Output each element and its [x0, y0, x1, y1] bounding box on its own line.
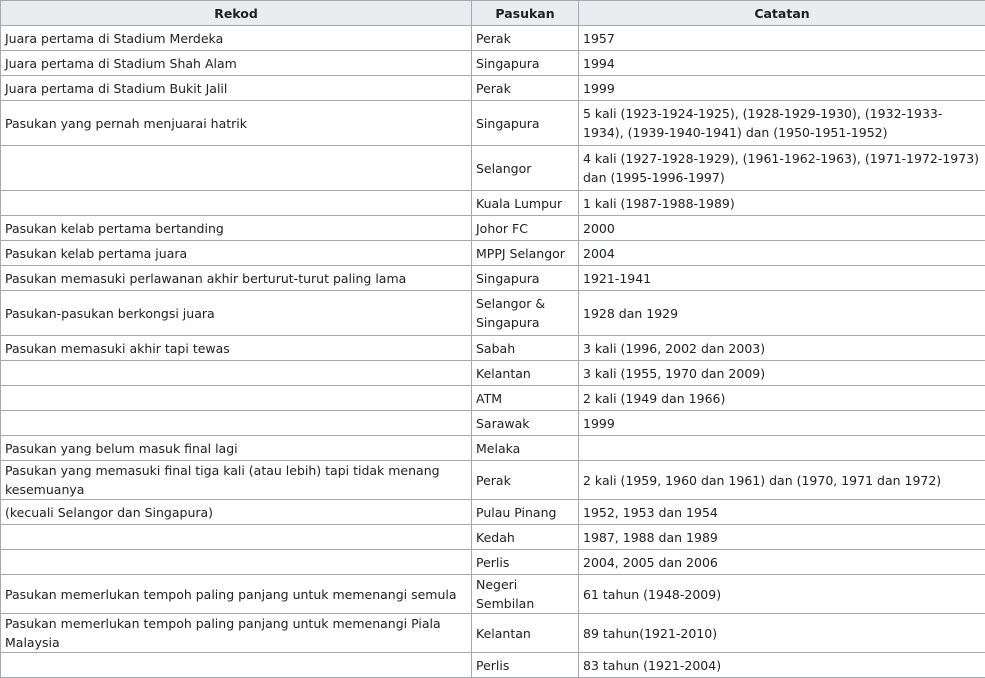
cell-rekod: [1, 525, 472, 550]
cell-pasukan: Kelantan: [472, 361, 579, 386]
cell-catatan: 2004, 2005 dan 2006: [579, 550, 985, 575]
table-row: [1, 614, 985, 653]
cell-catatan: 1 kali (1987-1988-1989): [579, 191, 985, 216]
cell-catatan: 2 kali (1949 dan 1966): [579, 386, 985, 411]
cell-catatan: 61 tahun (1948-2009): [579, 575, 985, 614]
table-row: [1, 216, 985, 241]
cell-pasukan: Perak: [472, 26, 579, 51]
table-row: [1, 266, 985, 291]
table-row: [1, 411, 985, 436]
table-row: [1, 386, 985, 411]
cell-rekod: Juara pertama di Stadium Shah Alam: [1, 51, 472, 76]
table-row: [1, 461, 985, 500]
cell-rekod: Juara pertama di Stadium Bukit Jalil: [1, 76, 472, 101]
cell-rekod: [1, 411, 472, 436]
cell-rekod: [1, 386, 472, 411]
cell-pasukan: Sabah: [472, 336, 579, 361]
cell-rekod: Pasukan kelab pertama bertanding: [1, 216, 472, 241]
table-row: [1, 26, 985, 51]
table-row: [1, 550, 985, 575]
cell-pasukan: Kedah: [472, 525, 579, 550]
cell-pasukan: Perlis: [472, 550, 579, 575]
cell-catatan: 2 kali (1959, 1960 dan 1961) dan (1970, 1971 dan 1972): [579, 461, 985, 500]
cell-catatan: 89 tahun(1921-2010): [579, 614, 985, 653]
cell-rekod: Juara pertama di Stadium Merdeka: [1, 26, 472, 51]
table-row: [1, 653, 985, 678]
cell-pasukan: Kuala Lumpur: [472, 191, 579, 216]
cell-pasukan: Selangor & Singapura: [472, 291, 579, 336]
cell-rekod: [1, 653, 472, 678]
header-pasukan[interactable]: Pasukan: [472, 1, 579, 26]
header-catatan[interactable]: Catatan: [579, 1, 985, 26]
table-row: [1, 146, 985, 191]
cell-pasukan: Selangor: [472, 146, 579, 191]
cell-rekod: [1, 361, 472, 386]
cell-catatan: 2000: [579, 216, 985, 241]
cell-rekod: Pasukan yang pernah menjuarai hatrik: [1, 101, 472, 146]
table-row: [1, 336, 985, 361]
cell-rekod: [1, 146, 472, 191]
cell-pasukan: Negeri Sembilan: [472, 575, 579, 614]
cell-rekod: Pasukan yang memasuki final tiga kali (atau lebih) tapi tidak menang kesemuanya: [1, 461, 472, 500]
table-row: [1, 436, 985, 461]
cell-pasukan: Perak: [472, 461, 579, 500]
table-row: [1, 51, 985, 76]
cell-rekod: Pasukan memasuki akhir tapi tewas: [1, 336, 472, 361]
table-row: [1, 525, 985, 550]
cell-pasukan: Singapura: [472, 266, 579, 291]
cell-catatan: 1999: [579, 76, 985, 101]
cell-catatan: 4 kali (1927-1928-1929), (1961-1962-1963), (1971-1972-1973) dan (1995-1996-1997): [579, 146, 985, 191]
cell-rekod: [1, 550, 472, 575]
cell-pasukan: Pulau Pinang: [472, 500, 579, 525]
cell-pasukan: Singapura: [472, 101, 579, 146]
cell-rekod: Pasukan-pasukan berkongsi juara: [1, 291, 472, 336]
cell-pasukan: Perak: [472, 76, 579, 101]
cell-pasukan: Singapura: [472, 51, 579, 76]
cell-catatan: 1999: [579, 411, 985, 436]
cell-catatan: 1928 dan 1929: [579, 291, 985, 336]
cell-catatan: 5 kali (1923-1924-1925), (1928-1929-1930), (1932-1933-1934), (1939-1940-1941) dan (1950-1951-1952): [579, 101, 985, 146]
cell-catatan: 3 kali (1955, 1970 dan 2009): [579, 361, 985, 386]
cell-catatan: 3 kali (1996, 2002 dan 2003): [579, 336, 985, 361]
cell-catatan: 83 tahun (1921-2004): [579, 653, 985, 678]
cell-pasukan: Perlis: [472, 653, 579, 678]
table-row: [1, 361, 985, 386]
cell-rekod: (kecuali Selangor dan Singapura): [1, 500, 472, 525]
header-row: [1, 1, 985, 26]
cell-pasukan: Kelantan: [472, 614, 579, 653]
cell-rekod: Pasukan memerlukan tempoh paling panjang untuk memenangi semula: [1, 575, 472, 614]
table-row: [1, 76, 985, 101]
table-row: [1, 291, 985, 336]
cell-pasukan: Johor FC: [472, 216, 579, 241]
table-row: [1, 101, 985, 146]
cell-pasukan: ATM: [472, 386, 579, 411]
cell-catatan: 1994: [579, 51, 985, 76]
table-row: [1, 241, 985, 266]
cell-catatan: [579, 436, 985, 461]
cell-rekod: Pasukan memerlukan tempoh paling panjang untuk memenangi Piala Malaysia: [1, 614, 472, 653]
cell-catatan: 2004: [579, 241, 985, 266]
cell-rekod: Pasukan yang belum masuk final lagi: [1, 436, 472, 461]
cell-pasukan: Sarawak: [472, 411, 579, 436]
cell-rekod: Pasukan memasuki perlawanan akhir berturut-turut paling lama: [1, 266, 472, 291]
table-row: [1, 191, 985, 216]
cell-pasukan: Melaka: [472, 436, 579, 461]
table-row: [1, 575, 985, 614]
cell-rekod: Pasukan kelab pertama juara: [1, 241, 472, 266]
cell-pasukan: MPPJ Selangor: [472, 241, 579, 266]
cell-catatan: 1957: [579, 26, 985, 51]
cell-rekod: [1, 191, 472, 216]
cell-catatan: 1952, 1953 dan 1954: [579, 500, 985, 525]
cell-catatan: 1987, 1988 dan 1989: [579, 525, 985, 550]
header-rekod[interactable]: Rekod: [1, 1, 472, 26]
table-row: [1, 500, 985, 525]
cell-catatan: 1921-1941: [579, 266, 985, 291]
